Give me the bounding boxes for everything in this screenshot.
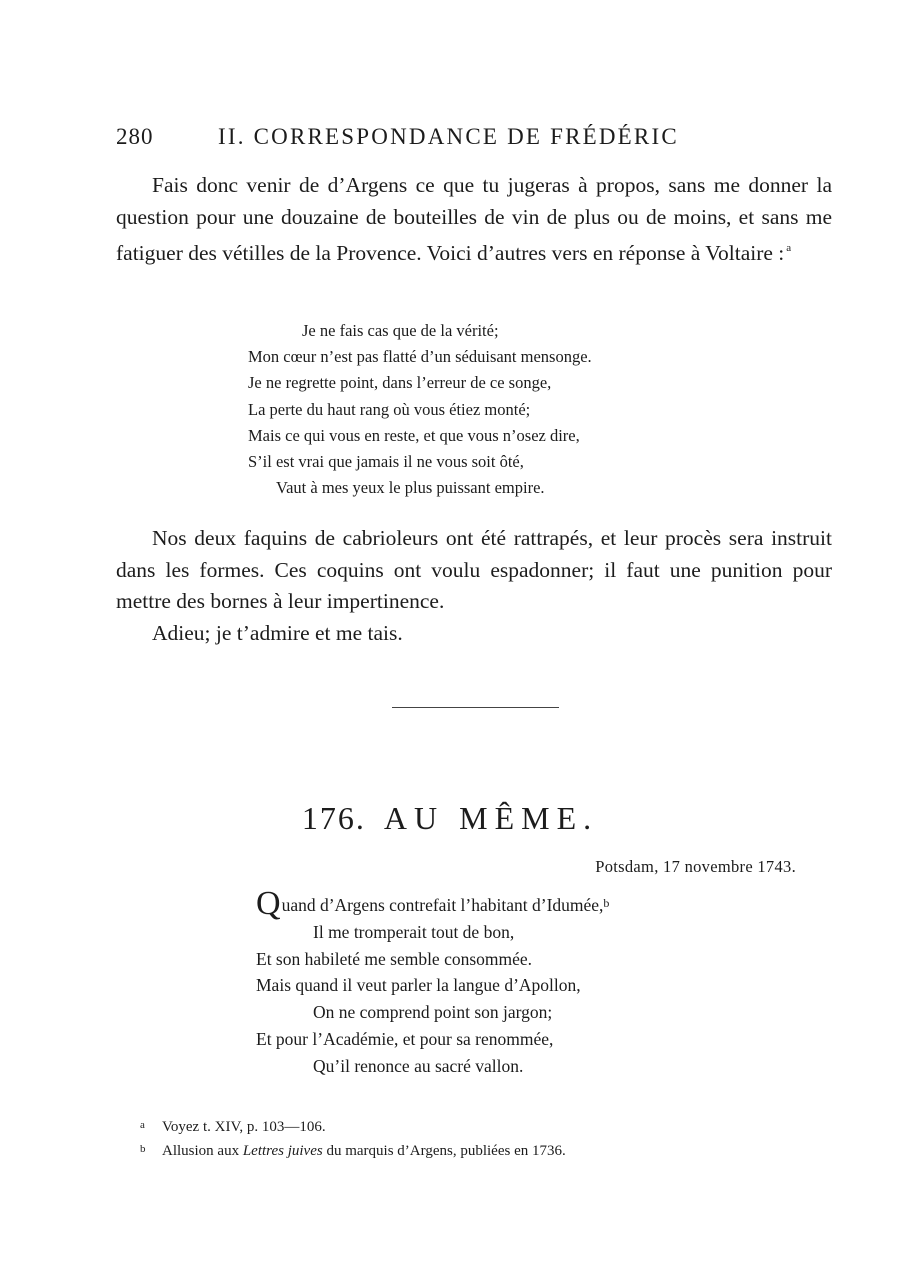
footnote-text [162,1143,566,1159]
verse-block-voltaire [248,318,768,501]
drop-cap: Q [256,885,281,922]
letter-heading [0,800,900,837]
verse-line: S’il est vrai que jamais il ne vous soit ôté, [248,452,524,472]
verse-line: La perte du haut rang où vous étiez monté; [248,399,531,419]
letter-number: 176. [301,800,366,836]
footnote-book-title: Lettres juives [242,1143,323,1159]
footnote-marker: a [140,1119,145,1131]
verse-block-argens [256,885,776,1080]
footnote-text-before: Allusion aux [162,1143,240,1159]
opening-paragraphs [116,170,832,270]
footnote-text: Voyez t. XIV, p. 103—106. [162,1119,326,1135]
verse-line: Qu’il renonce au sacré vallon. [313,1055,524,1076]
verse-line: Mon cœur n’est pas flatté d’un séduisant mensonge. [248,347,592,367]
verse-line: Je ne regrette point, dans l’erreur de ce songe, [248,373,552,393]
verse-line: Il me tromperait tout de bon, [313,921,515,942]
verse-line: Je ne fais cas que de la vérité; [302,321,499,340]
verse-line: Mais ce qui vous en reste, et que vous n’osez dire, [248,425,580,445]
paragraph [116,170,832,270]
verse-line: Et pour l’Académie, et pour sa renommée, [256,1028,554,1049]
verse-line: On ne comprend point son jargon; [313,1002,553,1023]
letter-addressee: AU MÊME. [383,800,599,836]
footnote-ref-a[interactable]: a [786,242,792,254]
paragraph-text: Fais donc venir de d’Argens ce que tu jugeras à propos, sans me donner la question pour une douzaine de bouteilles de vin de plus ou de moins, et sans me fatiguer des vétilles de la Provence. Voici d’autres vers en réponse à Voltaire : [116,173,832,265]
closing-paragraphs [116,523,832,649]
footnote-a [140,1114,800,1138]
paragraph: Nos deux faquins de cabrioleurs ont été rattrapés, et leur procès sera instruit dans les formes. Ces coquins ont voulu espadonner; il faut une punition pour mettre des bornes à leur impertinence. [116,526,832,613]
verse-line: Mais quand il veut parler la langue d’Apollon, [256,975,581,996]
verse-line-first [256,885,776,922]
verse-line-text: uand d’Argens contrefait l’habitant d’Idumée, [281,895,604,915]
page-number: 280 [116,124,154,149]
paragraph: Adieu; je t’admire et me tais. [152,620,403,645]
verse-line: Vaut à mes yeux le plus puissant empire. [276,478,545,498]
footnote-ref-b[interactable]: b [603,896,610,910]
footnote-text-after: du marquis d’Argens, publiées en 1736. [326,1143,566,1159]
running-head [116,124,796,156]
footnote-marker: b [140,1143,146,1155]
running-head-title: II. CORRESPONDANCE DE FRÉDÉRIC [218,124,679,149]
letter-dateline: Potsdam, 17 novembre 1743. [595,857,796,876]
footnote-b [140,1138,800,1162]
section-divider [392,707,559,708]
footnotes [140,1114,800,1162]
verse-line: Et son habileté me semble consommée. [256,948,533,969]
